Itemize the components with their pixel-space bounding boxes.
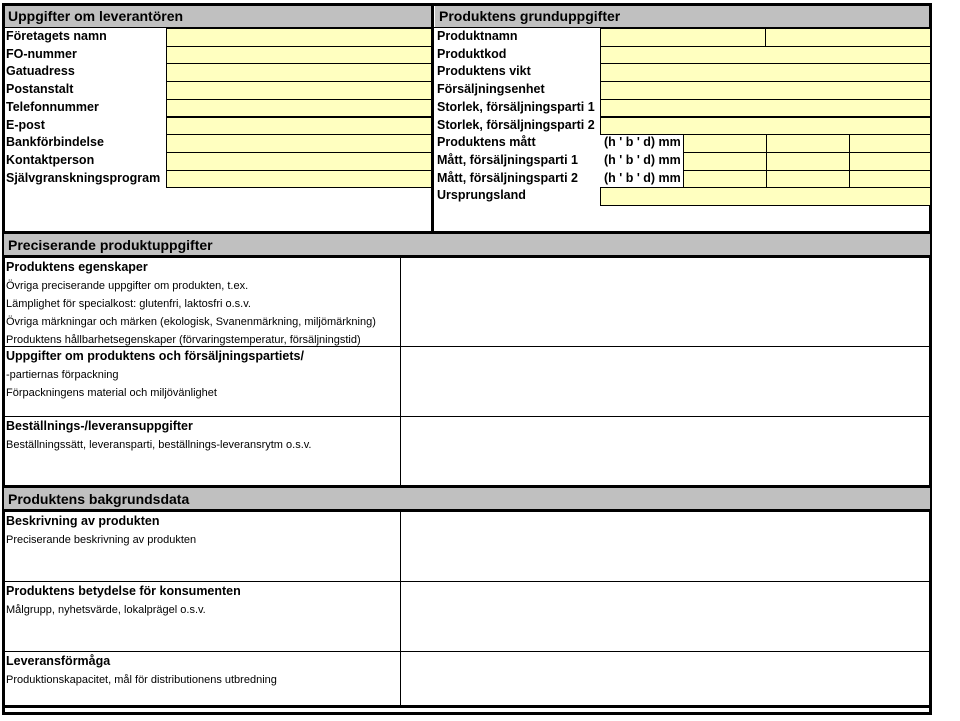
product-label: Försäljningsenhet <box>437 82 545 97</box>
dimension-label: (h ' b ' d) mm <box>604 152 681 167</box>
detail-answer-area[interactable] <box>401 416 929 485</box>
supplier-input[interactable] <box>166 170 432 189</box>
detail-line: Övriga preciserande uppgifter om produkten, t.ex. <box>6 280 249 292</box>
dim-h-input[interactable] <box>683 170 767 189</box>
background-title: Beskrivning av produkten <box>6 514 160 528</box>
product-label: Mått, försäljningsparti 2 <box>437 170 578 185</box>
dim-h-input[interactable] <box>683 152 767 171</box>
supplier-input[interactable] <box>166 152 432 171</box>
background-line: Målgrupp, nyhetsvärde, lokalprägel o.s.v. <box>6 604 206 616</box>
supplier-label: Kontaktperson <box>6 152 95 167</box>
detail-line: Lämplighet för specialkost: glutenfri, laktosfri o.s.v. <box>6 298 251 310</box>
supplier-label: E-post <box>6 117 45 132</box>
supplier-input[interactable] <box>166 81 432 100</box>
supplier-label: Postanstalt <box>6 82 74 97</box>
product-label: Mått, försäljningsparti 1 <box>437 152 578 167</box>
supplier-input[interactable] <box>166 28 432 47</box>
supplier-label: Gatuadress <box>6 64 75 79</box>
dim-b-input[interactable] <box>766 152 850 171</box>
product-input[interactable] <box>600 63 931 82</box>
product-name-input-2[interactable] <box>765 28 931 47</box>
background-line: Produktionskapacitet, mål för distributionens utbredning <box>6 674 277 686</box>
supplier-label: Bankförbindelse <box>6 135 104 150</box>
dimension-label: (h ' b ' d) mm <box>604 135 681 150</box>
product-label: Produktens mått <box>437 135 536 150</box>
detail-answer-area[interactable] <box>401 346 929 416</box>
supplier-input[interactable] <box>166 134 432 153</box>
supplier-input[interactable] <box>166 46 432 65</box>
detail-answer-area[interactable] <box>401 257 929 346</box>
detail-title: Beställnings-/leveransuppgifter <box>6 419 193 433</box>
dim-d-input[interactable] <box>849 134 931 153</box>
dim-d-input[interactable] <box>849 152 931 171</box>
detailed-header: Preciserande produktuppgifter <box>4 234 930 255</box>
supplier-label: Självgranskningsprogram <box>6 170 161 185</box>
product-label: Storlek, försäljningsparti 2 <box>437 117 595 132</box>
detail-line: Beställningssätt, leveransparti, beställnings-leveransrytm o.s.v. <box>6 439 312 451</box>
product-input[interactable] <box>600 46 931 65</box>
dimension-label: (h ' b ' d) mm <box>604 170 681 185</box>
supplier-label: Telefonnummer <box>6 99 99 114</box>
detail-title: Uppgifter om produktens och försäljningspartiets/ <box>6 349 304 363</box>
product-label: Produktkod <box>437 46 507 61</box>
detail-title: Produktens egenskaper <box>6 260 148 274</box>
product-label: Storlek, försäljningsparti 1 <box>437 99 595 114</box>
product-label: Ursprungsland <box>437 188 526 203</box>
supplier-label: Företagets namn <box>6 29 107 43</box>
product-label: Produktnamn <box>437 29 518 43</box>
top-border <box>2 3 932 6</box>
product-name-input[interactable] <box>600 28 766 47</box>
supplier-input[interactable] <box>166 117 432 136</box>
product-basic-header: Produktens grunduppgifter <box>435 5 930 27</box>
supplier-input[interactable] <box>166 63 432 82</box>
background-answer-area[interactable] <box>401 511 929 581</box>
background-answer-area[interactable] <box>401 651 929 705</box>
background-title: Produktens betydelse för konsumenten <box>6 584 241 598</box>
product-input[interactable] <box>600 117 931 136</box>
supplier-input[interactable] <box>166 99 432 118</box>
bottom-inner-border <box>2 705 932 708</box>
dim-b-input[interactable] <box>766 170 850 189</box>
background-line: Preciserande beskrivning av produkten <box>6 534 197 546</box>
dim-b-input[interactable] <box>766 134 850 153</box>
detail-line: Förpackningens material och miljövänlighet <box>6 387 217 399</box>
supplier-header: Uppgifter om leverantören <box>4 5 432 27</box>
bottom-border <box>2 712 932 715</box>
background-header: Produktens bakgrundsdata <box>4 488 930 509</box>
product-input[interactable] <box>600 99 931 118</box>
dim-d-input[interactable] <box>849 170 931 189</box>
background-title: Leveransförmåga <box>6 654 111 668</box>
detail-line: Övriga märkningar och märken (ekologisk, Svanenmärkning, miljömärkning) <box>6 316 376 328</box>
product-input[interactable] <box>600 81 931 100</box>
product-input[interactable] <box>600 187 931 206</box>
supplier-label: FO-nummer <box>6 46 77 61</box>
product-label: Produktens vikt <box>437 64 531 79</box>
dim-h-input[interactable] <box>683 134 767 153</box>
detail-line: Produktens hållbarhetsegenskaper (förvaringstemperatur, försäljningstid) <box>6 334 361 346</box>
detail-line: -partiernas förpackning <box>6 369 119 381</box>
background-answer-area[interactable] <box>401 581 929 651</box>
